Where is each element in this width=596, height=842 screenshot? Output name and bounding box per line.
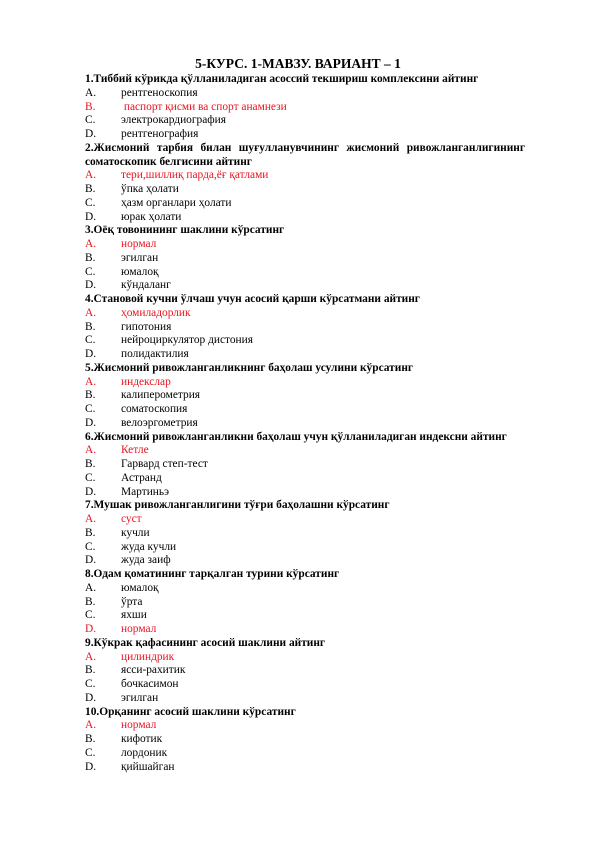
- option-text: кўндаланг: [121, 279, 171, 292]
- option-letter: C.: [85, 540, 96, 553]
- answer-option: [85, 733, 525, 747]
- option-letter: C.: [85, 196, 96, 209]
- page-title: 5-КУРС. 1-МАВЗУ. ВАРИАНТ – 1: [195, 56, 401, 71]
- question-text: 3.Оёқ товонининг шаклини кўрсатинг: [85, 224, 285, 237]
- answer-option: [85, 541, 525, 555]
- option-text: юрак ҳолати: [121, 210, 182, 223]
- option-letter: A.: [85, 169, 97, 182]
- option-letter: D.: [85, 210, 97, 223]
- option-letter: A.: [85, 86, 97, 99]
- answer-option: [85, 376, 525, 390]
- question-block: [85, 224, 525, 293]
- answer-option: [85, 692, 525, 706]
- option-text: Мартиньэ: [121, 485, 169, 498]
- option-text: соматоскопия: [121, 403, 188, 415]
- option-letter: A.: [85, 581, 97, 594]
- option-letter: A.: [85, 375, 97, 388]
- option-text: рентгеноскопия: [121, 86, 198, 99]
- question-text: 2.Жисмоний тарбия билан шуғулланувчининг жисмоний ривожланганлигининг соматоскопик белгисини айтинг: [85, 141, 525, 168]
- answer-option: [85, 486, 525, 500]
- option-text: эгилган: [121, 691, 159, 704]
- answer-option: [85, 582, 525, 596]
- option-letter: B.: [85, 526, 96, 539]
- question-text: 4.Становой кучни ўлчаш учун асосий қарши кўрсатмани айтинг: [85, 293, 420, 305]
- question-block: [85, 73, 525, 142]
- option-text: ўпка ҳолати: [121, 183, 179, 195]
- answer-option: [85, 101, 525, 115]
- option-letter: D.: [85, 691, 97, 704]
- option-text: ўрта: [121, 595, 143, 608]
- option-text: цилиндрик: [121, 650, 175, 663]
- answer-option: [85, 114, 525, 128]
- option-text: ҳомиладорлик: [121, 306, 191, 319]
- option-text: эгилган: [121, 251, 159, 264]
- answer-option: [85, 197, 525, 211]
- question-block: [85, 499, 525, 568]
- option-text: нейроциркулятор дистония: [121, 334, 253, 347]
- option-letter: B.: [85, 320, 96, 333]
- option-text: калиперометрия: [121, 389, 201, 402]
- answer-option: [85, 527, 525, 541]
- option-text: нормал: [121, 719, 157, 732]
- option-letter: C.: [85, 471, 96, 484]
- option-text: кифотик: [121, 733, 163, 745]
- question-block: [85, 568, 525, 637]
- option-text: суст: [121, 513, 142, 525]
- question-block: [85, 637, 525, 706]
- answer-option: [85, 417, 525, 431]
- option-text: Кетле: [121, 444, 149, 457]
- option-text: ясси-рахитик: [121, 664, 186, 677]
- option-text: юмалоқ: [121, 265, 159, 278]
- option-text: бочкасимон: [121, 678, 179, 690]
- answer-option: [85, 128, 525, 142]
- option-letter: D.: [85, 348, 97, 360]
- option-letter: D.: [85, 623, 97, 635]
- option-letter: A.: [85, 650, 97, 663]
- answer-option: [85, 678, 525, 692]
- question-block: [85, 293, 525, 362]
- answer-option: [85, 403, 525, 417]
- option-text: велоэргометрия: [121, 416, 198, 429]
- option-letter: C.: [85, 114, 96, 127]
- option-letter: B.: [85, 664, 96, 677]
- question-block: [85, 362, 525, 431]
- answer-option: [85, 348, 525, 362]
- option-text: ҳазм органлари ҳолати: [121, 196, 232, 209]
- option-letter: D.: [85, 485, 97, 498]
- answer-option: [85, 458, 525, 472]
- option-letter: C.: [85, 334, 96, 347]
- question-block: [85, 431, 525, 500]
- option-text: жуда заиф: [121, 554, 171, 567]
- answer-option: [85, 87, 525, 101]
- answer-option: [85, 554, 525, 568]
- answer-option: [85, 307, 525, 321]
- option-text: тери,шиллиқ парда,ёғ қатлами: [121, 169, 269, 182]
- option-letter: D.: [85, 416, 97, 429]
- option-letter: C.: [85, 403, 96, 415]
- option-letter: A.: [85, 444, 97, 457]
- answer-option: [85, 321, 525, 335]
- answer-option: [85, 334, 525, 348]
- option-letter: D.: [85, 554, 97, 567]
- answer-option: [85, 623, 525, 637]
- option-text: кучли: [121, 526, 150, 539]
- answer-option: [85, 472, 525, 486]
- answer-option: [85, 664, 525, 678]
- question-text: 9.Кўкрак қафасининг асосий шаклини айтинг: [85, 636, 326, 649]
- option-text: Гарвард степ-тест: [121, 458, 208, 470]
- option-letter: B.: [85, 733, 96, 745]
- question-text: 6.Жисмоний ривожланганликни баҳолаш учун қўлланиладиган индексни айтинг: [85, 430, 507, 443]
- option-letter: D.: [85, 128, 97, 140]
- option-letter: A.: [85, 513, 97, 525]
- answer-option: [85, 279, 525, 293]
- option-letter: B.: [85, 100, 96, 113]
- answer-option: [85, 183, 525, 197]
- question-text: 7.Мушак ривожланганлигини тўғри баҳолашни кўрсатинг: [85, 499, 390, 512]
- option-text: жуда кучли: [121, 540, 177, 553]
- option-text: электрокардиография: [121, 114, 227, 127]
- answer-option: [85, 761, 525, 775]
- option-text: индекслар: [121, 375, 171, 388]
- question-text: 10.Орқанинг асосий шаклини кўрсатинг: [85, 705, 296, 718]
- answer-option: [85, 609, 525, 623]
- answer-option: [85, 444, 525, 458]
- answer-option: [85, 266, 525, 280]
- answer-option: [85, 513, 525, 527]
- option-text: нормал: [121, 623, 157, 635]
- question-block: [85, 706, 525, 775]
- option-letter: A.: [85, 238, 97, 250]
- option-text: қийшайган: [121, 760, 175, 773]
- option-letter: D.: [85, 279, 97, 292]
- option-text: рентгенография: [121, 128, 199, 140]
- option-letter: A.: [85, 719, 97, 732]
- option-letter: A.: [85, 306, 97, 319]
- option-letter: C.: [85, 746, 96, 759]
- answer-option: [85, 596, 525, 610]
- option-letter: B.: [85, 251, 96, 264]
- option-text: лордоник: [121, 746, 168, 759]
- answer-option: [85, 389, 525, 403]
- option-letter: D.: [85, 760, 97, 773]
- answer-option: [85, 252, 525, 266]
- answer-option: [85, 238, 525, 252]
- option-text: юмалоқ: [121, 581, 159, 594]
- option-letter: B.: [85, 183, 96, 195]
- answer-option: [85, 651, 525, 665]
- option-text: нормал: [121, 238, 157, 250]
- option-letter: C.: [85, 678, 96, 690]
- question-list: [85, 73, 525, 774]
- option-text: полидактилия: [121, 348, 189, 360]
- answer-option: [85, 211, 525, 225]
- answer-option: [85, 169, 525, 183]
- option-letter: C.: [85, 265, 96, 278]
- option-text: паспорт қисми ва спорт анамнези: [121, 100, 287, 113]
- option-letter: B.: [85, 595, 96, 608]
- option-text: гипотония: [121, 320, 172, 333]
- option-text: Астранд: [121, 471, 162, 484]
- option-letter: B.: [85, 389, 96, 402]
- question-text: 1.Тиббий кўрикда қўлланиладиган асоссий текшириш комплексини айтинг: [85, 73, 479, 85]
- answer-option: [85, 747, 525, 761]
- answer-option: [85, 719, 525, 733]
- option-text: яхши: [121, 609, 147, 622]
- option-letter: C.: [85, 609, 96, 622]
- question-block: [85, 142, 525, 225]
- question-text: 5.Жисмоний ривожланганликнинг баҳолаш усулини кўрсатинг: [85, 361, 414, 374]
- question-text: 8.Одам қоматининг тарқалган турини кўрсатинг: [85, 568, 340, 580]
- option-letter: B.: [85, 458, 96, 470]
